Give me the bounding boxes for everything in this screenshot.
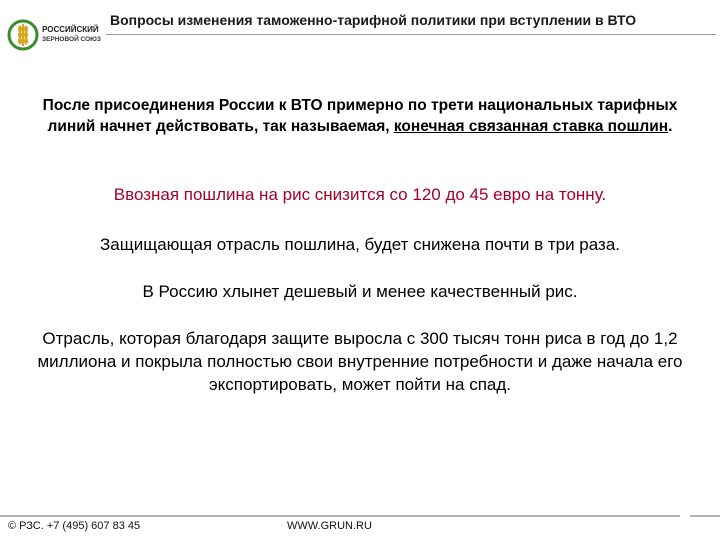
intro-text: После присоединения России к ВТО примерно по трети национальных тарифных линий начнет действовать, так называемая, [42, 97, 678, 135]
intro-paragraph [30, 95, 690, 137]
logo [6, 18, 106, 52]
footer-contact: © РЗС. +7 (495) 607 83 45 [8, 520, 141, 532]
intro-end: . [668, 118, 673, 135]
paragraph-3: В Россию хлынет дешевый и менее качественный рис. [142, 282, 578, 301]
paragraph-4: Отрасль, которая благодаря защите выросла с 300 тысяч тонн риса в год до 1,2 миллиона и покрыла полностью свои внутренние потребности и даже начала его экспортировать, может пойти на спад. [37, 329, 683, 394]
paragraph-2: Защищающая отрасль пошлина, будет снижена почти в три раза. [100, 235, 620, 254]
logo-text [42, 25, 101, 45]
highlight-paragraph: Ввозная пошлина на рис снизится со 120 до 45 евро на тонну. [113, 185, 607, 204]
logo-line2: ЗЕРНОВОЙ СОЮЗ [42, 36, 101, 43]
footer-website: WWW.GRUN.RU [287, 520, 372, 532]
grain-logo-icon [6, 18, 40, 52]
header-divider [106, 34, 716, 35]
footer-divider [0, 515, 680, 517]
footer-divider-right [690, 515, 720, 517]
intro-underlined-term: конечная связанная ставка пошлин [393, 118, 669, 135]
page-title: Вопросы изменения таможенно-тарифной политики при вступлении в ВТО [110, 12, 637, 28]
logo-line1: РОССИЙСКИЙ [42, 25, 99, 34]
